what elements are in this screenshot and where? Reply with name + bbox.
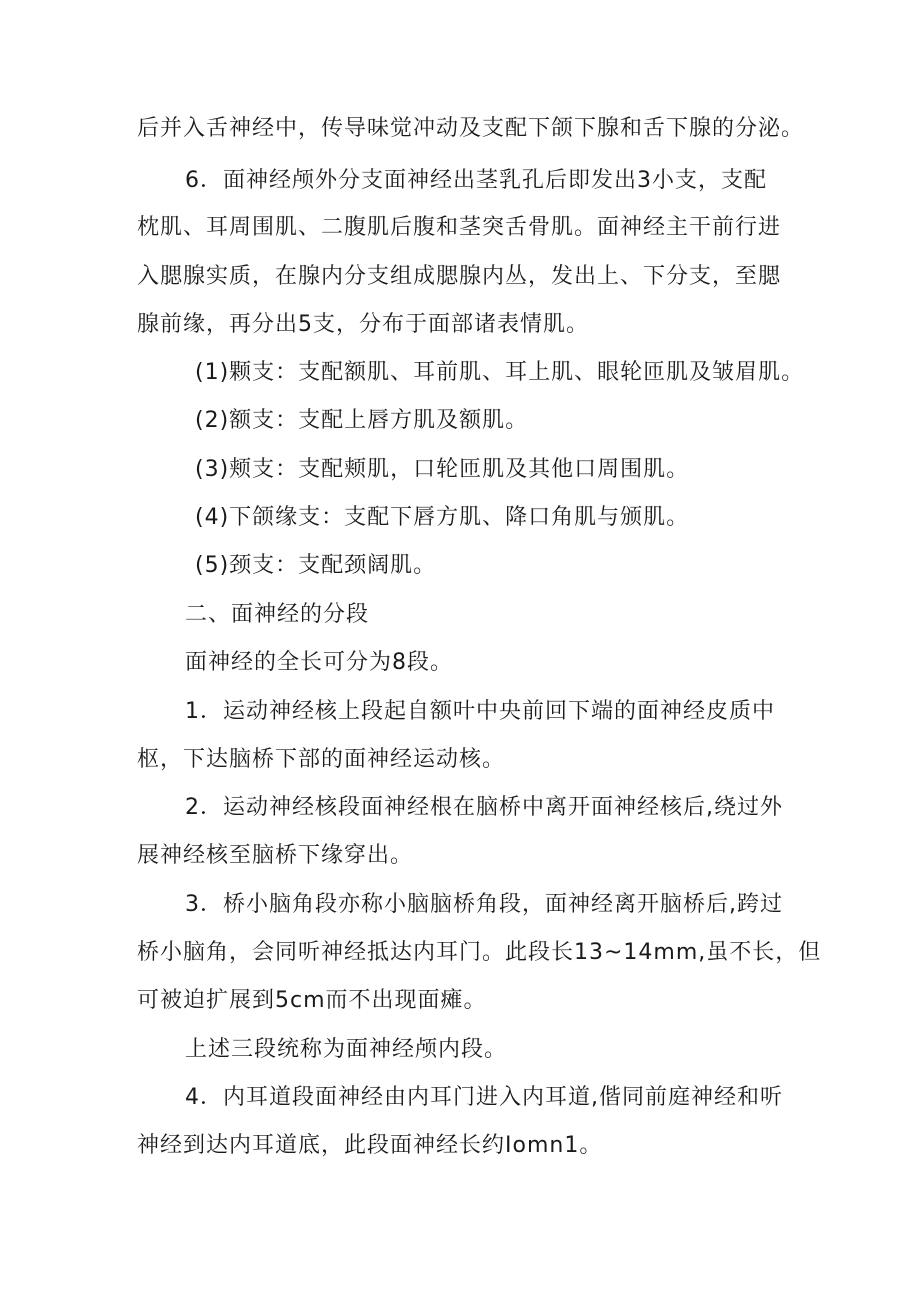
- text-line: 3．桥小脑角段亦称小脑脑桥角段，面神经离开脑桥后,跨过: [185, 892, 783, 917]
- text-line: (3)颊支：支配颊肌，口轮匝肌及其他口周围肌。: [195, 457, 690, 482]
- text-line: 面神经的全长可分为8段。: [185, 650, 453, 675]
- text-line: 上述三段统称为面神经颅内段。: [185, 1037, 508, 1062]
- text-line: 神经到达内耳道底，此段面神经长约Iomn1。: [137, 1133, 603, 1158]
- text-line: 后并入舌神经中，传导味觉冲动及支配下颌下腺和舌下腺的分泌。: [137, 116, 805, 141]
- text-line: 入腮腺实质，在腺内分支组成腮腺内丛，发出上、下分支，至腮: [137, 264, 782, 289]
- text-line: 枢，下达脑桥下部的面神经运动核。: [137, 747, 506, 772]
- text-line: 展神经核至脑桥下缘穿出。: [137, 843, 414, 868]
- text-line: 腺前缘，再分出5支，分布于面部诸表情肌。: [137, 312, 589, 337]
- text-line: 2．运动神经核段面神经根在脑桥中离开面神经核后,绕过外: [185, 795, 783, 820]
- text-line: (2)额支：支配上唇方肌及额肌。: [195, 408, 529, 433]
- section-heading: 二、面神经的分段: [185, 602, 370, 627]
- text-line: (4)下颌缘支：支配下唇方肌、降口角肌与颁肌。: [195, 505, 690, 530]
- text-line: 1．运动神经核上段起自额叶中央前回下端的面神经皮质中: [185, 699, 775, 724]
- text-line: (1)颗支：支配额肌、耳前肌、耳上肌、眼轮匝肌及皱眉肌。: [195, 360, 805, 385]
- text-line: 桥小脑角，会同听神经抵达内耳门。此段长13~14mm,虽不长，但: [137, 940, 822, 965]
- text-line: 4．内耳道段面神经由内耳门进入内耳道,偕同前庭神经和听: [185, 1085, 783, 1110]
- text-line: 可被迫扩展到5cm而不出现面瘫。: [137, 988, 487, 1013]
- text-line: 6．面神经颅外分支面神经出茎乳孔后即发出3小支，支配: [185, 168, 767, 193]
- text-line: (5)颈支：支配颈阔肌。: [195, 553, 437, 578]
- text-line: 枕肌、耳周围肌、二腹肌后腹和茎突舌骨肌。面神经主干前行进: [137, 215, 782, 240]
